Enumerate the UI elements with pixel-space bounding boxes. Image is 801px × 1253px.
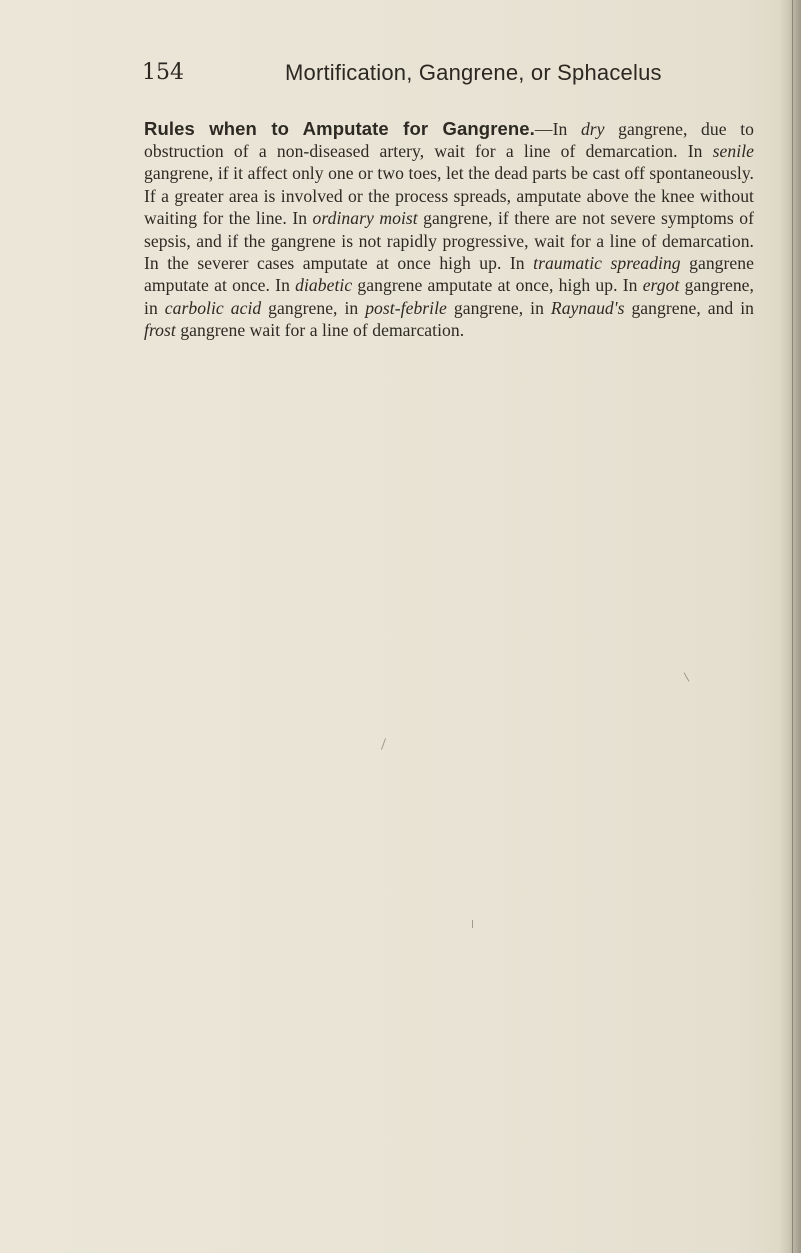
paper-speck bbox=[381, 738, 386, 750]
page-edge-line bbox=[792, 0, 793, 1253]
running-head: Mortification, Gangrene, or Sphacelus bbox=[285, 60, 662, 85]
italic-term-ordinary-moist: ordinary moist bbox=[312, 208, 418, 229]
text-run: gangrene, if there are not severe symptoms of sepsis, and if the gangrene is not rapidly progressive, wait for a line of demarcation. In the severer cases amputate at once high up. In bbox=[144, 208, 754, 274]
text-run: gangrene amputate at once, high up. In bbox=[352, 275, 643, 296]
em-dash: — bbox=[534, 118, 553, 139]
text-run: gangrene, in bbox=[446, 297, 551, 318]
page-header bbox=[142, 60, 752, 94]
text-run: In bbox=[552, 118, 581, 139]
text-run: gangrene, if it affect only one or two toes, let the dead parts be cast off spontaneously. If a greater area is involved or the process spreads, amputate above the knee without waiting for the line. In bbox=[144, 163, 754, 229]
italic-term-post-febrile: post-febrile bbox=[365, 297, 447, 318]
page-gutter-shadow bbox=[779, 0, 801, 1253]
body-paragraph bbox=[144, 118, 754, 342]
text-run: gangrene, due to obstruction of a non-diseased artery, wait for a line of demarcation. In bbox=[144, 118, 754, 161]
italic-term-senile: senile bbox=[712, 141, 754, 161]
italic-term-frost: frost bbox=[144, 320, 176, 341]
section-heading: Rules when to Amputate for Gangrene. bbox=[144, 117, 535, 139]
italic-term-raynauds: Raynaud's bbox=[550, 297, 625, 318]
italic-term-diabetic: diabetic bbox=[295, 275, 353, 296]
paper-speck bbox=[684, 672, 690, 681]
italic-term-traumatic-spreading: traumatic spreading bbox=[533, 253, 681, 274]
paper-speck bbox=[472, 920, 473, 928]
text-run: gangrene, and in bbox=[624, 297, 755, 318]
page-number: 154 bbox=[142, 60, 184, 85]
italic-term-carbolic-acid: carbolic acid bbox=[164, 297, 262, 318]
text-run: gangrene wait for a line of demarcation. bbox=[175, 320, 465, 341]
text-run: gangrene, in bbox=[261, 297, 366, 318]
italic-term-dry: dry bbox=[580, 118, 605, 139]
italic-term-ergot: ergot bbox=[642, 275, 680, 296]
text-run: gangrene, in bbox=[144, 275, 754, 318]
text-run: gangrene amputate at once. In bbox=[144, 253, 754, 296]
